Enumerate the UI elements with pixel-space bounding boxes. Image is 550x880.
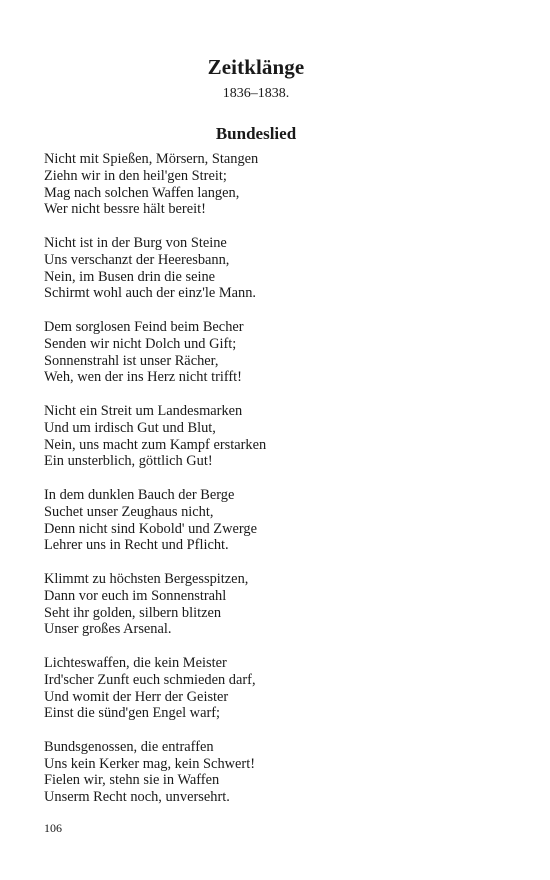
- stanza: [44, 739, 504, 806]
- poem-line: Fielen wir, stehn sie in Waffen: [44, 772, 220, 789]
- poem-line: Und um irdisch Gut und Blut,: [44, 419, 216, 436]
- poem-line: Senden wir nicht Dolch und Gift;: [44, 335, 237, 352]
- poem-line: Dann vor euch im Sonnenstrahl: [44, 587, 227, 604]
- poem-line: Suchet unser Zeughaus nicht,: [44, 503, 214, 520]
- poem-line: In dem dunklen Bauch der Berge: [44, 486, 235, 503]
- poem-line: Mag nach solchen Waffen langen,: [44, 184, 240, 201]
- stanza: [44, 655, 504, 722]
- poem-line: Klimmt zu höchsten Bergesspitzen,: [44, 570, 249, 587]
- section-title: Zeitklänge: [207, 55, 305, 79]
- poem-line: Sonnenstrahl ist unser Rächer,: [44, 352, 219, 369]
- poem-line: Unser großes Arsenal.: [44, 621, 172, 638]
- poem-line: Nicht ein Streit um Landesmarken: [44, 402, 243, 419]
- stanza: [44, 571, 504, 638]
- poem-line: Unserm Recht noch, unversehrt.: [44, 789, 230, 806]
- poem-title: Bundeslied: [215, 124, 297, 143]
- poem-line: Schirmt wohl auch der einz'le Mann.: [44, 285, 256, 302]
- stanza: [44, 235, 504, 302]
- stanza: [44, 403, 504, 470]
- poem-line: Und womit der Herr der Geister: [44, 688, 229, 705]
- poem-line: Uns kein Kerker mag, kein Schwert!: [44, 755, 255, 772]
- poem-line: Bundsgenossen, die entraffen: [44, 738, 214, 755]
- poem-line: Ein unsterblich, göttlich Gut!: [44, 453, 213, 470]
- poem-line: Nicht ist in der Burg von Steine: [44, 234, 227, 251]
- poem-line: Lehrer uns in Recht und Pflicht.: [44, 537, 229, 554]
- page-number: 106: [44, 821, 62, 835]
- section-years: 1836–1838.: [222, 86, 290, 101]
- stanza: [44, 151, 504, 218]
- poem-body: [44, 151, 504, 823]
- stanza: [44, 487, 504, 554]
- poem-line: Weh, wen der ins Herz nicht trifft!: [44, 369, 242, 386]
- poem-line: Einst die sünd'gen Engel warf;: [44, 705, 221, 722]
- poem-line: Wer nicht bessre hält bereit!: [44, 201, 206, 218]
- poem-line: Ziehn wir in den heil'gen Streit;: [44, 167, 227, 184]
- poem-line: Dem sorglosen Feind beim Becher: [44, 318, 244, 335]
- poem-line: Denn nicht sind Kobold' und Zwerge: [44, 520, 257, 537]
- stanza: [44, 319, 504, 386]
- poem-line: Nein, uns macht zum Kampf erstarken: [44, 436, 267, 453]
- poem-line: Ird'scher Zunft euch schmieden darf,: [44, 671, 256, 688]
- poem-line: Seht ihr golden, silbern blitzen: [44, 604, 222, 621]
- poem-line: Nicht mit Spießen, Mörsern, Stangen: [44, 151, 259, 167]
- poem-line: Uns verschanzt der Heeresbann,: [44, 251, 230, 268]
- poem-line: Lichteswaffen, die kein Meister: [44, 654, 227, 671]
- poem-line: Nein, im Busen drin die seine: [44, 268, 216, 285]
